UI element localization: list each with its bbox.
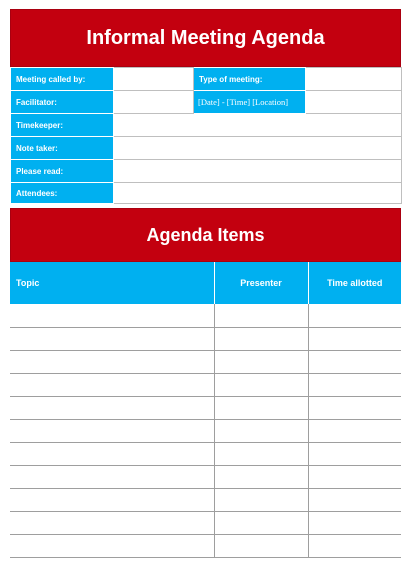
date-time-location-field[interactable]: [Date] - [Time] [Location] xyxy=(194,91,306,114)
time-allotted-cell[interactable] xyxy=(308,488,401,511)
topic-cell[interactable] xyxy=(10,373,214,396)
topic-cell[interactable] xyxy=(10,465,214,488)
column-header-presenter: Presenter xyxy=(214,262,308,304)
time-allotted-cell[interactable] xyxy=(308,304,401,327)
meeting-called-by-field[interactable] xyxy=(114,68,194,91)
facilitator-label: Facilitator: xyxy=(11,91,114,114)
time-allotted-cell[interactable] xyxy=(308,534,401,557)
topic-cell[interactable] xyxy=(10,488,214,511)
presenter-cell[interactable] xyxy=(214,419,308,442)
note-taker-label: Note taker: xyxy=(11,137,114,160)
table-row xyxy=(10,465,401,488)
timekeeper-field[interactable] xyxy=(114,114,402,137)
type-of-meeting-field[interactable] xyxy=(306,68,402,91)
info-blank-cell xyxy=(306,91,402,114)
presenter-cell[interactable] xyxy=(214,373,308,396)
meeting-called-by-label: Meeting called by: xyxy=(11,68,114,91)
table-row xyxy=(10,350,401,373)
topic-cell[interactable] xyxy=(10,511,214,534)
time-allotted-cell[interactable] xyxy=(308,327,401,350)
time-allotted-cell[interactable] xyxy=(308,465,401,488)
agenda-items-heading: Agenda Items xyxy=(10,208,401,262)
agenda-header-row xyxy=(10,262,401,304)
presenter-cell[interactable] xyxy=(214,350,308,373)
presenter-cell[interactable] xyxy=(214,327,308,350)
table-row xyxy=(10,534,401,557)
time-allotted-cell[interactable] xyxy=(308,419,401,442)
column-header-time-allotted: Time allotted xyxy=(308,262,401,304)
table-row xyxy=(10,396,401,419)
time-allotted-cell[interactable] xyxy=(308,350,401,373)
presenter-cell[interactable] xyxy=(214,465,308,488)
topic-cell[interactable] xyxy=(10,350,214,373)
please-read-field[interactable] xyxy=(114,160,402,183)
agenda-items-table xyxy=(10,262,401,558)
please-read-label: Please read: xyxy=(11,160,114,183)
note-taker-field[interactable] xyxy=(114,137,402,160)
table-row xyxy=(10,373,401,396)
topic-cell[interactable] xyxy=(10,442,214,465)
attendees-field[interactable] xyxy=(114,183,402,204)
topic-cell[interactable] xyxy=(10,396,214,419)
time-allotted-cell[interactable] xyxy=(308,511,401,534)
table-row xyxy=(10,442,401,465)
time-allotted-cell[interactable] xyxy=(308,373,401,396)
topic-cell[interactable] xyxy=(10,419,214,442)
meeting-info-table xyxy=(10,67,402,204)
attendees-label: Attendees: xyxy=(11,183,114,204)
info-row-please-read xyxy=(11,160,402,183)
table-row xyxy=(10,304,401,327)
agenda-template xyxy=(10,9,401,558)
facilitator-field[interactable] xyxy=(114,91,194,114)
time-allotted-cell[interactable] xyxy=(308,442,401,465)
presenter-cell[interactable] xyxy=(214,442,308,465)
presenter-cell[interactable] xyxy=(214,488,308,511)
timekeeper-label: Timekeeper: xyxy=(11,114,114,137)
presenter-cell[interactable] xyxy=(214,511,308,534)
info-row-meeting xyxy=(11,68,402,91)
presenter-cell[interactable] xyxy=(214,396,308,419)
topic-cell[interactable] xyxy=(10,304,214,327)
type-of-meeting-label: Type of meeting: xyxy=(194,68,306,91)
page-title: Informal Meeting Agenda xyxy=(10,9,401,67)
agenda-rows xyxy=(10,304,401,557)
topic-cell[interactable] xyxy=(10,327,214,350)
presenter-cell[interactable] xyxy=(214,534,308,557)
time-allotted-cell[interactable] xyxy=(308,396,401,419)
table-row xyxy=(10,488,401,511)
table-row xyxy=(10,511,401,534)
info-row-facilitator xyxy=(11,91,402,114)
presenter-cell[interactable] xyxy=(214,304,308,327)
info-row-attendees xyxy=(11,183,402,204)
table-row xyxy=(10,327,401,350)
topic-cell[interactable] xyxy=(10,534,214,557)
info-row-timekeeper xyxy=(11,114,402,137)
info-row-note-taker xyxy=(11,137,402,160)
column-header-topic: Topic xyxy=(10,262,214,304)
table-row xyxy=(10,419,401,442)
